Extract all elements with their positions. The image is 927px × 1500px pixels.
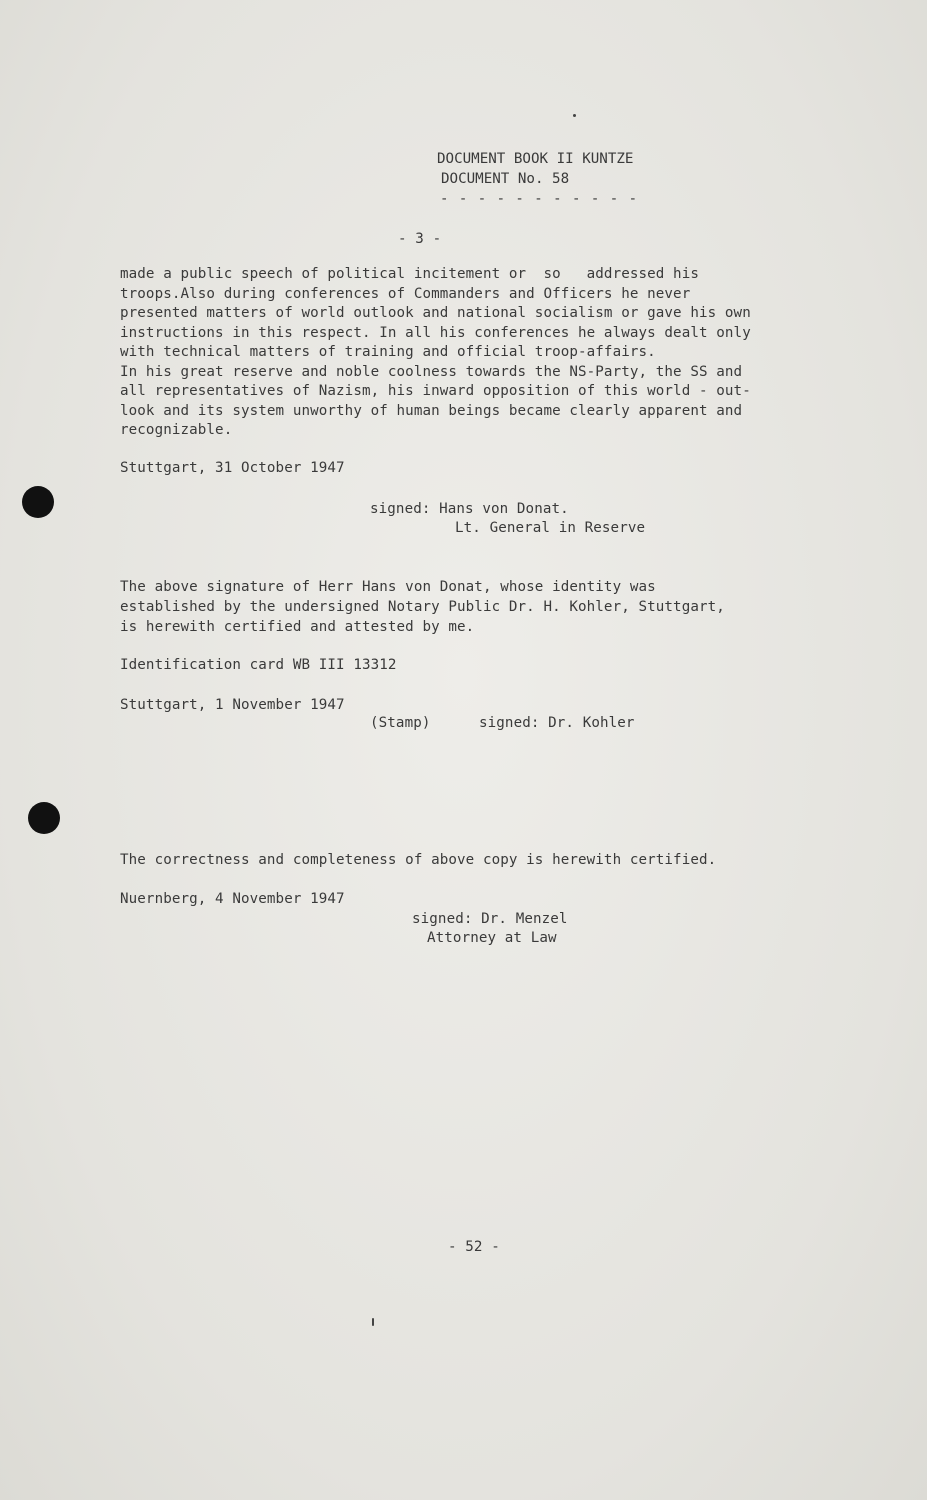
body-line: troops.Also during conferences of Commanders and Officers he never <box>120 285 691 302</box>
certification-line: established by the undersigned Notary Public Dr. H. Kohler, Stuttgart, <box>120 599 725 615</box>
speck-mark <box>573 114 576 117</box>
place-date-nuernberg: Nuernberg, 4 November 1947 <box>120 891 345 907</box>
certification-line: is herewith certified and attested by me. <box>120 619 475 635</box>
place-date-stuttgart-oct: Stuttgart, 31 October 1947 <box>120 460 345 476</box>
body-line: made a public speech of political incitement or so addressed his <box>120 266 699 282</box>
body-line: presented matters of world outlook and national socialism or gave his own <box>120 305 751 321</box>
header-rule: - - - - - - - - - - - <box>440 191 639 207</box>
identification-card: Identification card WB III 13312 <box>120 657 397 673</box>
signature-menzel-title: Attorney at Law <box>427 930 557 946</box>
punch-hole-bottom <box>28 802 60 834</box>
page-marker-top: - 3 - <box>398 231 442 247</box>
body-line: In his great reserve and noble coolness towards the NS-Party, the SS and <box>120 363 743 380</box>
body-line: all representatives of Nazism, his inward opposition of this world - out- <box>120 383 751 399</box>
page-number: - 52 - <box>448 1239 500 1255</box>
signature-kohler: signed: Dr. Kohler <box>479 715 635 731</box>
body-line: look and its system unworthy of human beings became clearly apparent and <box>120 402 743 419</box>
document-number: DOCUMENT No. 58 <box>441 171 570 187</box>
signature-donat: signed: Hans von Donat. <box>370 501 569 517</box>
body-line: recognizable. <box>120 422 233 438</box>
body-line: instructions in this respect. In all his conferences he always dealt only <box>120 324 751 341</box>
body-line: with technical matters of training and official troop-affairs. <box>120 344 656 360</box>
correctness-statement: The correctness and completeness of above copy is herewith certified. <box>120 852 717 868</box>
signature-menzel: signed: Dr. Menzel <box>412 911 568 927</box>
place-date-stuttgart-nov: Stuttgart, 1 November 1947 <box>120 697 345 713</box>
document-book-title: DOCUMENT BOOK II KUNTZE <box>437 151 634 167</box>
speck-mark <box>372 1318 374 1326</box>
stamp-note: (Stamp) <box>370 715 431 731</box>
body-paragraph <box>120 265 850 441</box>
punch-hole-top <box>22 486 54 518</box>
signature-donat-rank: Lt. General in Reserve <box>455 520 646 536</box>
certification-line: The above signature of Herr Hans von Donat, whose identity was <box>120 579 656 595</box>
